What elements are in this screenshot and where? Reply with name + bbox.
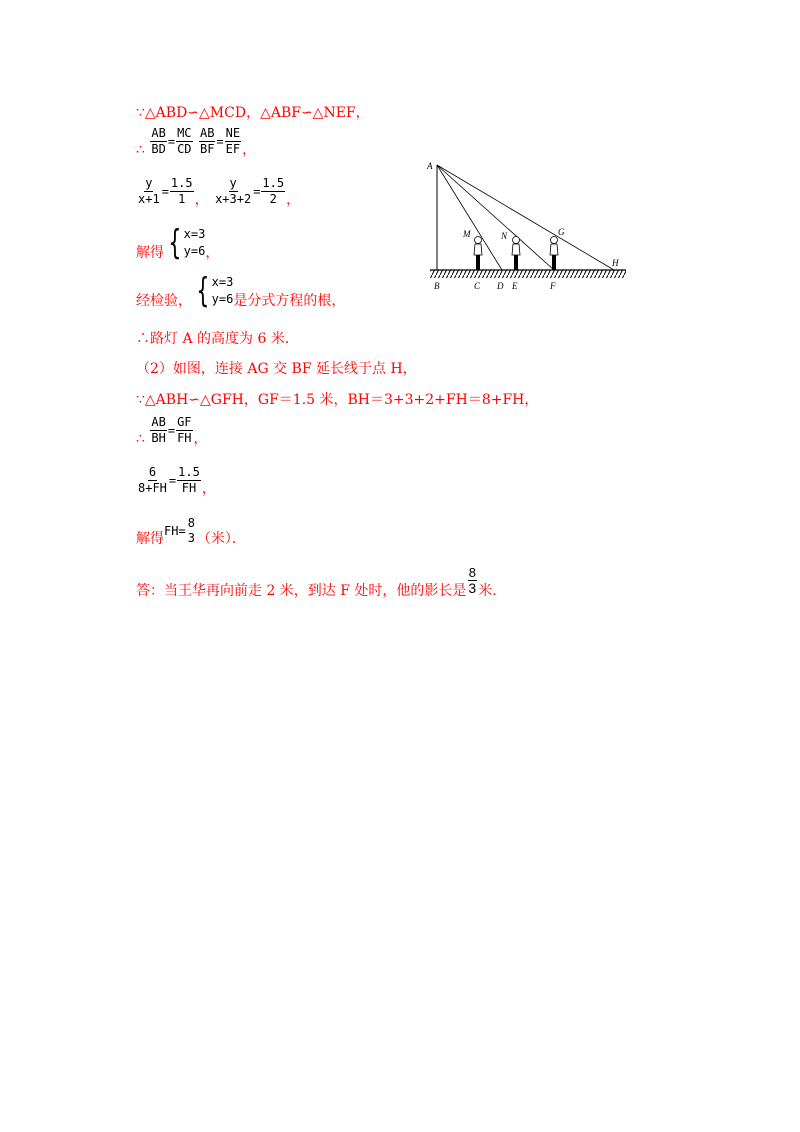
equation-line-1: $\frac{y}{x+1}$ = $\frac{1.5}{1}$ ， $\frac{y}{x+3+2}$ = $\frac{1.5}{2}$ ， bbox=[138, 176, 301, 208]
conclusion-text: ∴路灯 A 的高度为 6 米． bbox=[136, 331, 299, 347]
label-n: N bbox=[501, 231, 508, 241]
check-line bbox=[136, 271, 346, 311]
similarity-2-text: ∵△ABH∽△GFH，GF＝1.5 米，BH＝3+3+2+FH＝8+FH， bbox=[136, 392, 539, 408]
answer-text: 答：当王华再向前走 2 米，到达 F 处时，他的影长是 bbox=[136, 582, 467, 599]
ray-to-d bbox=[437, 165, 502, 270]
similarity-statement-1 bbox=[136, 102, 370, 122]
similarity-statement-2 bbox=[136, 389, 538, 409]
solve-label: 解得 bbox=[136, 245, 164, 261]
label-b: B bbox=[434, 281, 440, 291]
fraction-15-2: $\frac{1.5}{2}$ bbox=[262, 176, 285, 206]
label-h: H bbox=[612, 258, 619, 268]
fraction-6-8fh: $\frac{6}{8+FH}$ bbox=[138, 465, 167, 495]
ratio-line-2: ∴ $\frac{AB}{BH}$ = $\frac{GF}{FH}$ ， bbox=[136, 415, 208, 447]
label-c: C bbox=[474, 281, 481, 291]
fraction-15-1: $\frac{1.5}{1}$ bbox=[170, 176, 193, 206]
label-d: D bbox=[497, 281, 504, 291]
brace-symbol: { bbox=[168, 223, 182, 263]
label-a: A bbox=[427, 161, 433, 171]
ratio-line-1: ∴ $\frac{AB}{BD}$ = $\frac{MC}{CD}$ $\frac{AB}{BF}$ = $\frac{NE}{EF}$ ， bbox=[136, 126, 257, 158]
label-m: M bbox=[463, 229, 471, 239]
fraction-8-3: 8 3 bbox=[187, 516, 195, 545]
label-f: F bbox=[550, 281, 556, 291]
similarity-text: ∵△ABD∽△MCD，△ABF∽△NEF， bbox=[136, 105, 370, 121]
system-line-y: y=6 bbox=[183, 244, 206, 258]
person-n bbox=[512, 237, 520, 271]
system-line-y: y=6 bbox=[211, 292, 234, 306]
system-line-x: x=3 bbox=[183, 227, 206, 241]
fraction-y-x1: $\frac{y}{x+1}$ bbox=[138, 176, 160, 206]
fraction-y-x32: $\frac{y}{x+3+2}$ bbox=[215, 176, 252, 206]
system-of-equations-2 bbox=[192, 271, 234, 311]
person-g bbox=[550, 237, 558, 271]
conclusion-1 bbox=[136, 328, 299, 348]
answer-fraction: $\frac{8}{3}$ bbox=[468, 565, 477, 596]
check-conclusion: 是分式方程的根， bbox=[233, 293, 346, 309]
ground-hatching bbox=[430, 270, 626, 278]
fraction-mc-cd: $\frac{MC}{CD}$ bbox=[177, 126, 192, 156]
fraction-ab-bf: $\frac{AB}{BF}$ bbox=[199, 126, 215, 156]
therefore-symbol: ∴ bbox=[136, 430, 145, 447]
label-g: G bbox=[558, 227, 565, 237]
equation-line-1-end: ， bbox=[286, 191, 301, 208]
fraction-ab-bh: $\frac{AB}{BH}$ bbox=[151, 415, 166, 445]
fraction-ne-ef: $\frac{NE}{EF}$ bbox=[225, 126, 241, 156]
system-line-x: x=3 bbox=[211, 275, 234, 289]
person-m bbox=[474, 237, 482, 271]
fraction-gf-fh: $\frac{GF}{FH}$ bbox=[177, 415, 192, 445]
equation-line-2: $\frac{6}{8+FH}$ = $\frac{1.5}{FH}$ ， bbox=[138, 465, 216, 497]
fraction-ab-bd: $\frac{AB}{BD}$ bbox=[151, 126, 166, 156]
equation-line-2-end: ， bbox=[201, 480, 216, 497]
ray-to-f bbox=[437, 165, 554, 270]
solution-line-1 bbox=[136, 223, 220, 263]
fraction-15-fh: $\frac{1.5}{FH}$ bbox=[178, 465, 200, 495]
ratio-line-1-end: ， bbox=[242, 141, 257, 158]
solution-line-2 bbox=[136, 516, 246, 546]
system-of-equations-1 bbox=[164, 223, 206, 263]
check-label: 经检验， bbox=[136, 293, 192, 309]
answer-unit: 米． bbox=[478, 582, 507, 599]
ratio-line-2-end: ， bbox=[193, 430, 208, 447]
ray-to-h bbox=[437, 165, 614, 270]
solve-label-2: 解得 bbox=[136, 531, 164, 547]
brace-symbol: { bbox=[196, 271, 210, 311]
fh-equals: FH= bbox=[164, 524, 186, 538]
unit-text: （米）． bbox=[196, 531, 246, 547]
part-2-text: （2）如图，连接 AG 交 BF 延长线于点 H， bbox=[136, 361, 417, 377]
solution-line-1-end: ， bbox=[205, 245, 220, 261]
streetlight-shadow-diagram bbox=[420, 155, 640, 295]
equation-separator: ， bbox=[194, 191, 209, 208]
answer-line bbox=[136, 565, 507, 599]
part-2-intro bbox=[136, 358, 417, 378]
therefore-symbol: ∴ bbox=[136, 141, 145, 158]
label-e: E bbox=[512, 281, 518, 291]
